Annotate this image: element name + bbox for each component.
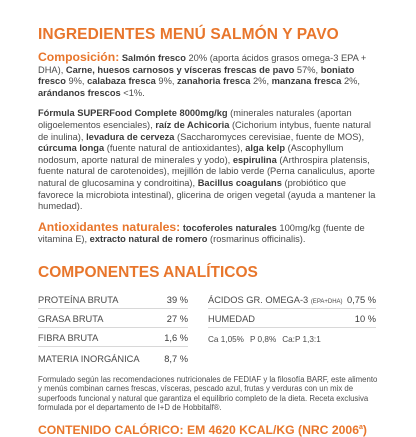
superfood-name: levadura de cerveza (86, 131, 175, 142)
ingredient-detail: 20% (aporta ácidos grasos omega-3 EPA + DHA), (38, 53, 367, 75)
energy-superscript: a (358, 423, 363, 431)
energy-content (38, 423, 378, 437)
antioxidants-paragraph (38, 219, 378, 246)
analytic-value: 27 % (166, 313, 188, 324)
mineral-value: Ca:P 1,3:1 (282, 334, 321, 344)
analytic-row (38, 347, 188, 367)
analytic-value: 39 % (166, 294, 188, 305)
analytic-value: 1,6 % (164, 332, 188, 343)
ingredient-detail: 57%, (294, 64, 321, 75)
superfood-paragraph (38, 108, 378, 212)
antioxidants-label: Antioxidantes naturales: (38, 219, 181, 234)
analytics-left-column (38, 290, 188, 367)
ingredient-name: arándanos frescos (38, 87, 121, 98)
analytics-grid (38, 290, 378, 367)
analytics-right-column (208, 290, 376, 367)
analytic-label: GRASA BRUTA (38, 313, 104, 324)
ingredient-detail: 9%, (155, 76, 178, 87)
analytic-label-main: ÁCIDOS GR. OMEGA-3 (208, 294, 309, 305)
ingredient-detail: 2%, (250, 76, 272, 87)
analytic-label: HUMEDAD (208, 313, 256, 324)
mineral-value: P 0,8% (249, 334, 277, 344)
composition-label: Composición: (38, 50, 120, 64)
analytic-value: 10 % (354, 313, 376, 324)
antioxidant-detail: (rosmarinus officinalis). (207, 234, 306, 245)
ingredient-name: boniato fresco (38, 64, 355, 87)
superfood-detail: (fuente natural de antioxidantes), (104, 143, 246, 154)
analytic-label: MATERIA INORGÁNICA (38, 353, 140, 364)
superfood-name: alga kelp (245, 143, 286, 154)
minerals-row (208, 328, 376, 347)
superfood-name: Fórmula SUPERFood Complete 8000mg/kg (38, 108, 228, 119)
analytic-value: 8,7 % (164, 353, 188, 364)
superfood-detail: (Arthrospira platensis, fuente natural de carotenoides), mejillón de labio verde (Perna canaliculus, aporte natural de glucosamina y condroitina), (38, 154, 375, 188)
superfood-detail: (Cichorium intybus, fuente natural de inulina), (38, 119, 371, 142)
superfood-name: Bacillus coagulans (197, 177, 282, 188)
superfood-name: raíz de Achicoria (155, 119, 230, 130)
ingredient-detail: <1%. (120, 87, 145, 98)
analytic-label (208, 295, 347, 305)
ingredient-name: zanahoria fresca (177, 76, 251, 87)
analytic-value: 0,75 % (347, 294, 376, 305)
ingredient-name: Salmón fresco (121, 53, 186, 63)
antioxidant-name: extracto natural de romero (89, 234, 208, 245)
energy-close: ) (362, 422, 367, 437)
analytic-label: PROTEÍNA BRUTA (38, 294, 119, 305)
ingredient-detail: 9%, (65, 76, 88, 87)
analytic-row (208, 309, 376, 328)
page-title: INGREDIENTES MENÚ SALMÓN Y PAVO (38, 26, 339, 43)
components-title: COMPONENTES ANALÍTICOS (38, 263, 258, 281)
ingredient-name: Carne, huesos carnosos y vísceras frescas de pavo (65, 64, 295, 75)
superfood-detail: (probiótico que favorece la microbiota intestinal), glicerina de origen vegetal (ayuda a mantener la humedad). (38, 177, 376, 212)
antioxidant-name: tocoferoles naturales (182, 222, 277, 233)
analytic-row (38, 328, 188, 347)
ingredient-name: manzana fresca (271, 76, 342, 87)
ingredient-name: calabaza fresca (87, 76, 156, 87)
analytic-sublabel: (EPA+DHA) (310, 298, 343, 305)
analytic-row (38, 309, 188, 328)
superfood-detail: (Saccharomyces cerevisiae, fuente de MOS), (174, 131, 365, 142)
energy-text: CONTENIDO CALÓRICO: EM 4620 KCAL/KG (NRC 2006 (38, 422, 359, 437)
composition-paragraph (38, 52, 378, 99)
analytic-label: FIBRA BRUTA (38, 332, 99, 343)
ingredient-detail: 2%, (341, 76, 360, 87)
antioxidant-detail: 100mg/kg (fuente de vitamina E), (38, 222, 365, 245)
superfood-name: espirulina (232, 154, 277, 165)
analytic-row (38, 290, 188, 309)
superfood-detail: (minerales naturales (aportan oligoelementos esenciales), (38, 108, 352, 130)
superfood-name: cúrcuma longa (38, 143, 105, 154)
analytic-row (208, 290, 376, 309)
superfood-detail: (Ascophyllum nodosum, aporte natural de minerales y yodo), (38, 143, 344, 165)
formulation-note: Formulado según las recomendaciones nutricionales de FEDIAF y la filosofía BARF, este alimento y menús combinan carnes frescas, vísceras, pescado azul, frutas y verduras con un mix de superfoods funcional y natural que garantiza el equilibrio completo de la dieta. Receta exclusiva formulada por el departamento de I+D de Hobbitalf®. (38, 374, 378, 413)
mineral-value: Ca 1,05% (208, 334, 244, 344)
